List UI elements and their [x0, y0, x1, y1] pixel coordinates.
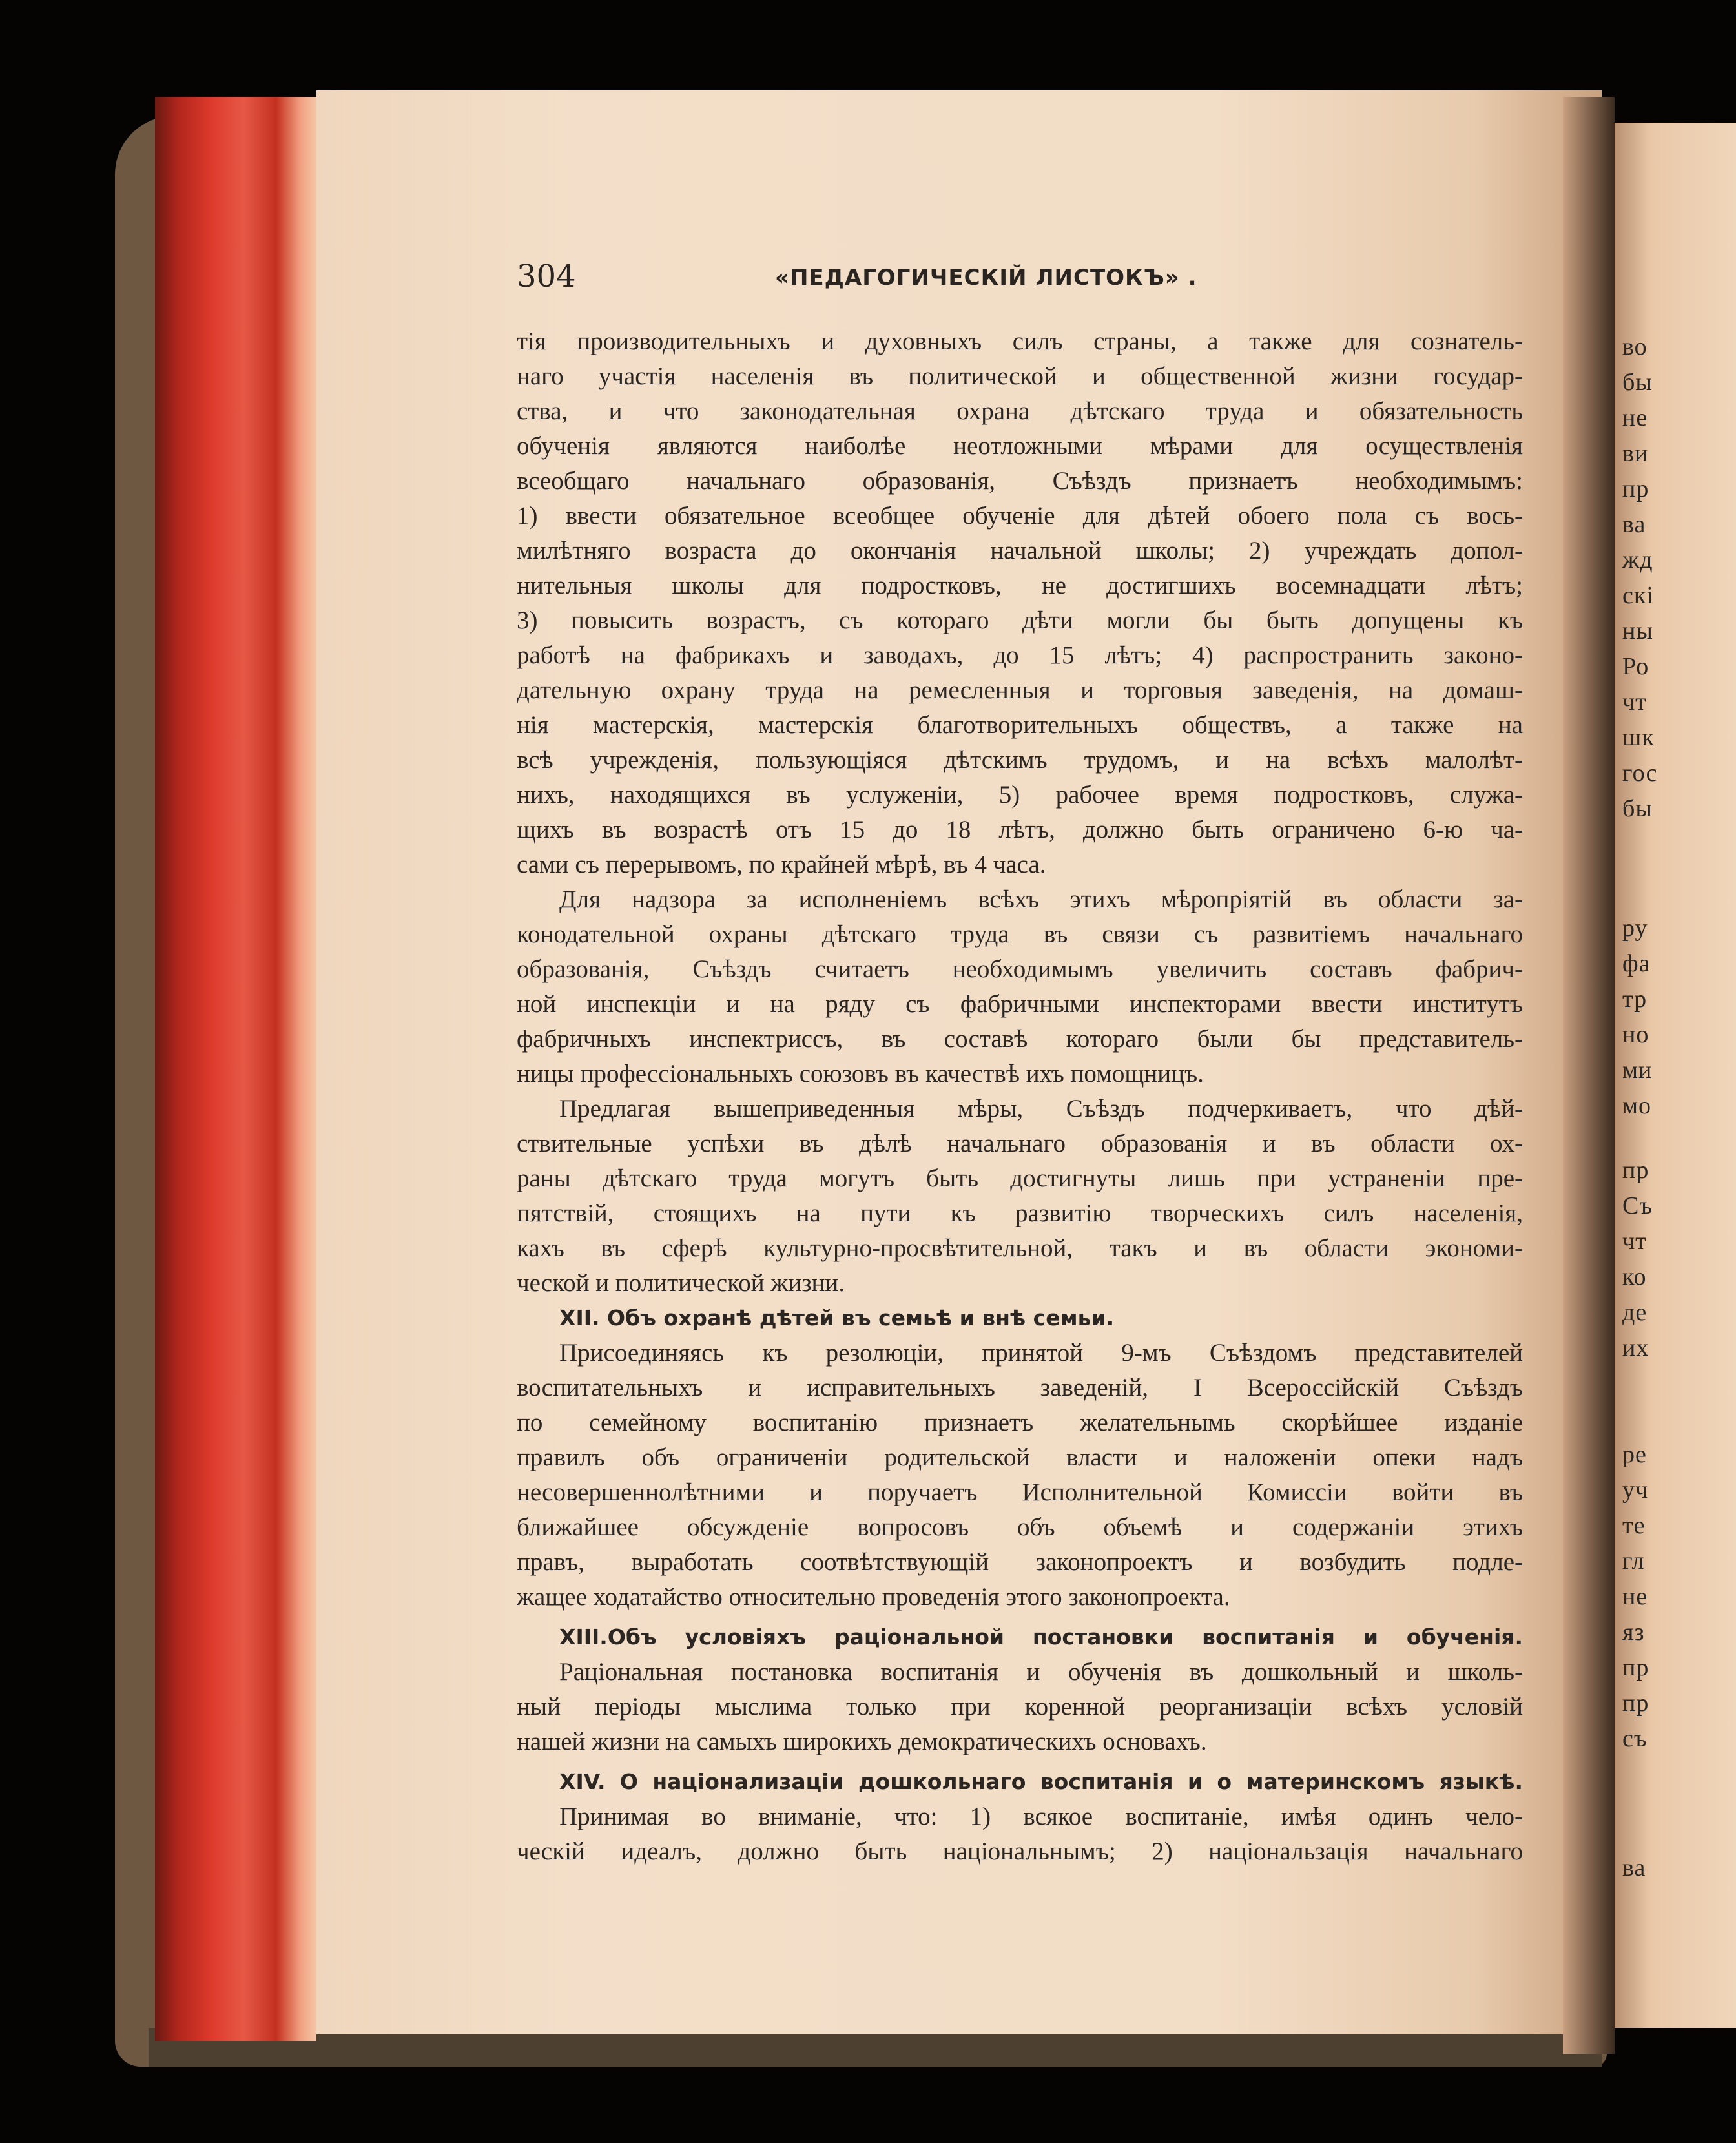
running-title: «ПЕДАГОГИЧЕСКІЙ ЛИСТОКЪ» .: [775, 265, 1197, 291]
section-heading-xiv: XIV. О націонализаціи дошкольнаго воспитанія и о материнскомъ языкѣ.: [559, 1769, 1523, 1794]
right-page-fragment: тр: [1622, 986, 1648, 1013]
right-page-fragment: те: [1622, 1512, 1646, 1539]
text-line: ной инспекціи и на ряду съ фабричными инспекторами ввести институтъ: [517, 990, 1523, 1018]
text-line: Для надзора за исполненіемъ всѣхъ этихъ мѣропріятій въ области за-: [559, 885, 1523, 913]
text-line: ный періоды мыслима только при коренной реорганизаціи всѣхъ условій: [517, 1693, 1523, 1721]
right-page-fragment: ко: [1622, 1263, 1647, 1290]
right-page-fragment: жд: [1622, 546, 1653, 574]
right-page-fragment: фа: [1622, 950, 1651, 977]
paragraph: [517, 1799, 1523, 1869]
text-line: наго участія населенія въ политической и общественной жизни государ-: [517, 362, 1523, 390]
text-line: дательную охрану труда на ремесленныя и торговыя заведенія, на домаш-: [517, 676, 1523, 704]
paragraph: [517, 1655, 1523, 1759]
right-page-fragment: бы: [1622, 795, 1653, 822]
right-page-fragment: уч: [1622, 1476, 1649, 1504]
text-line: раны дѣтскаго труда могутъ быть достигнуты лишь при устраненіи пре-: [517, 1165, 1523, 1192]
text-line: по семейному воспитанію признаетъ желательнымь скорѣйшее изданіе: [517, 1409, 1523, 1436]
paragraph: [517, 324, 1523, 882]
text-line: обученія являются наиболѣе неотложными мѣрами для осуществленія: [517, 432, 1523, 460]
right-page-fragment: их: [1622, 1334, 1649, 1361]
text-line: нительныя школы для подростковъ, не достигшихъ восемнадцати лѣтъ;: [517, 572, 1523, 599]
right-page-fragment: не: [1622, 404, 1648, 431]
paragraph: [517, 882, 1523, 1092]
text-line: жащее ходатайство относительно проведенія этого законопроекта.: [517, 1583, 1230, 1611]
text-line: ствительные успѣхи въ дѣлѣ начальнаго образованія и въ области ох-: [517, 1130, 1523, 1157]
text-line: ческій идеалъ, должно быть національнымъ; 2) національзація начальнаго: [517, 1838, 1523, 1865]
text-line: нихъ, находящихся въ услуженіи, 5) рабочее время подростковъ, служа-: [517, 781, 1523, 809]
text-line: Присоединяясь къ резолюціи, принятой 9-мъ Съѣздомъ представителей: [559, 1339, 1523, 1367]
text-line: правъ, выработать соотвѣтствующій законопроектъ и возбудить подле-: [517, 1548, 1523, 1576]
right-page-fragment: бы: [1622, 369, 1653, 396]
text-line: Предлагая вышеприведенныя мѣры, Съѣздъ подчеркиваетъ, что дѣй-: [559, 1095, 1523, 1123]
page-number: 304: [517, 258, 576, 295]
right-page-fragment: ви: [1622, 440, 1649, 467]
right-page: [1615, 123, 1736, 2028]
right-page-fragment: гл: [1622, 1548, 1645, 1575]
text-line: образованія, Съѣздъ считаетъ необходимымъ увеличить составъ фабрич-: [517, 955, 1523, 983]
text-line: тія производительныхъ и духовныхъ силъ страны, а также для сознатель-: [517, 327, 1523, 355]
right-page-fragment: ре: [1622, 1441, 1647, 1468]
text-line: нашей жизни на самыхъ широкихъ демократическихъ основахъ.: [517, 1728, 1207, 1755]
right-page-fragment: Съ: [1622, 1192, 1653, 1219]
text-line: конодательной охраны дѣтскаго труда въ связи съ развитіемъ начальнаго: [517, 920, 1523, 948]
right-page-fragment: шк: [1622, 724, 1655, 751]
red-page-edges: [155, 97, 316, 2041]
right-page-fragment: гос: [1622, 760, 1658, 787]
right-page-fragment: яз: [1622, 1619, 1645, 1646]
text-line: нія мастерскія, мастерскія благотворительныхъ обществъ, а также на: [517, 711, 1523, 739]
right-page-fragment: мо: [1622, 1092, 1652, 1119]
text-line: воспитательныхъ и исправительныхъ заведеній, I Всероссійскій Съѣздъ: [517, 1374, 1523, 1402]
text-line: ческой и политической жизни.: [517, 1269, 845, 1297]
text-line: милѣтняго возраста до окончанія начальной школы; 2) учреждать допол-: [517, 537, 1523, 564]
text-line: сами съ перерывомъ, по крайней мѣрѣ, въ 4 часа.: [517, 851, 1046, 878]
section-heading-xii: XII. Объ охранѣ дѣтей въ семьѣ и внѣ семьи.: [559, 1305, 1115, 1330]
right-page-fragment: ми: [1622, 1057, 1653, 1084]
book-gutter: [1563, 97, 1615, 2054]
paragraph: [517, 1092, 1523, 1301]
right-page-fragment: пр: [1622, 475, 1649, 502]
right-page-fragment: чт: [1622, 1228, 1647, 1255]
text-line: 1) ввести обязательное всеобщее обученіе для дѣтей обоего пола съ вось-: [517, 502, 1523, 530]
right-page-fragment: ру: [1622, 915, 1648, 942]
page-header: [517, 258, 1524, 297]
right-page-fragment: пр: [1622, 1690, 1649, 1717]
text-line: кахъ въ сферѣ культурно-просвѣтительной, такъ и въ области экономи-: [517, 1234, 1523, 1262]
text-line: всеобщаго начальнаго образованія, Съѣздъ признаетъ необходимымъ:: [517, 467, 1523, 495]
right-page-fragment: ны: [1622, 617, 1653, 645]
paragraph: [517, 1336, 1523, 1615]
right-page-fragment: не: [1622, 1583, 1648, 1610]
right-page-fragment: пр: [1622, 1157, 1649, 1184]
right-page-fragment: во: [1622, 333, 1648, 360]
text-line: ницы профессіональныхъ союзовъ въ качествѣ ихъ помощницъ.: [517, 1060, 1204, 1088]
text-line: Принимая во вниманіе, что: 1) всякое воспитаніе, имѣя одинъ чело-: [559, 1803, 1523, 1830]
right-page-fragment: скі: [1622, 582, 1654, 609]
right-page-fragment: Ро: [1622, 653, 1649, 680]
text-line: фабричныхъ инспектриссъ, въ составѣ котораго были бы представитель-: [517, 1025, 1523, 1053]
text-line: щихъ въ возрастѣ отъ 15 до 18 лѣтъ, должно быть ограничено 6-ю ча-: [517, 816, 1523, 844]
right-page-fragment: де: [1622, 1299, 1648, 1326]
right-page-fragment: пр: [1622, 1654, 1649, 1681]
text-line: пятствій, стоящихъ на пути къ развитію творческихъ силъ населенія,: [517, 1199, 1523, 1227]
right-page-fragment: съ: [1622, 1725, 1648, 1752]
right-page-fragment: ва: [1622, 1854, 1646, 1881]
right-page-fragment: ва: [1622, 511, 1646, 538]
right-page-fragment: чт: [1622, 688, 1647, 716]
text-line: всѣ учрежденія, пользующіяся дѣтскимъ трудомъ, и на всѣхъ малолѣт-: [517, 746, 1523, 774]
section-heading-xiii: XIII.Объ условіяхъ раціональной постановки воспитанія и обученія.: [559, 1624, 1523, 1650]
text-line: ства, и что законодательная охрана дѣтскаго труда и обязательность: [517, 397, 1523, 425]
main-text: [517, 324, 1523, 1869]
text-line: ближайшее обсужденіе вопросовъ объ объемѣ и содержаніи этихъ: [517, 1513, 1523, 1541]
text-line: правилъ объ ограниченіи родительской власти и наложеніи опеки надъ: [517, 1444, 1523, 1471]
text-line: 3) повысить возрастъ, съ котораго дѣти могли бы быть допущены къ: [517, 606, 1523, 634]
text-line: Раціональная постановка воспитанія и обученія въ дошкольный и школь-: [559, 1658, 1523, 1686]
right-page-fragment: но: [1622, 1021, 1649, 1048]
text-line: работѣ на фабрикахъ и заводахъ, до 15 лѣтъ; 4) распространить законо-: [517, 641, 1523, 669]
text-line: несовершеннолѣтними и поручаетъ Исполнительной Комиссіи войти въ: [517, 1478, 1523, 1506]
